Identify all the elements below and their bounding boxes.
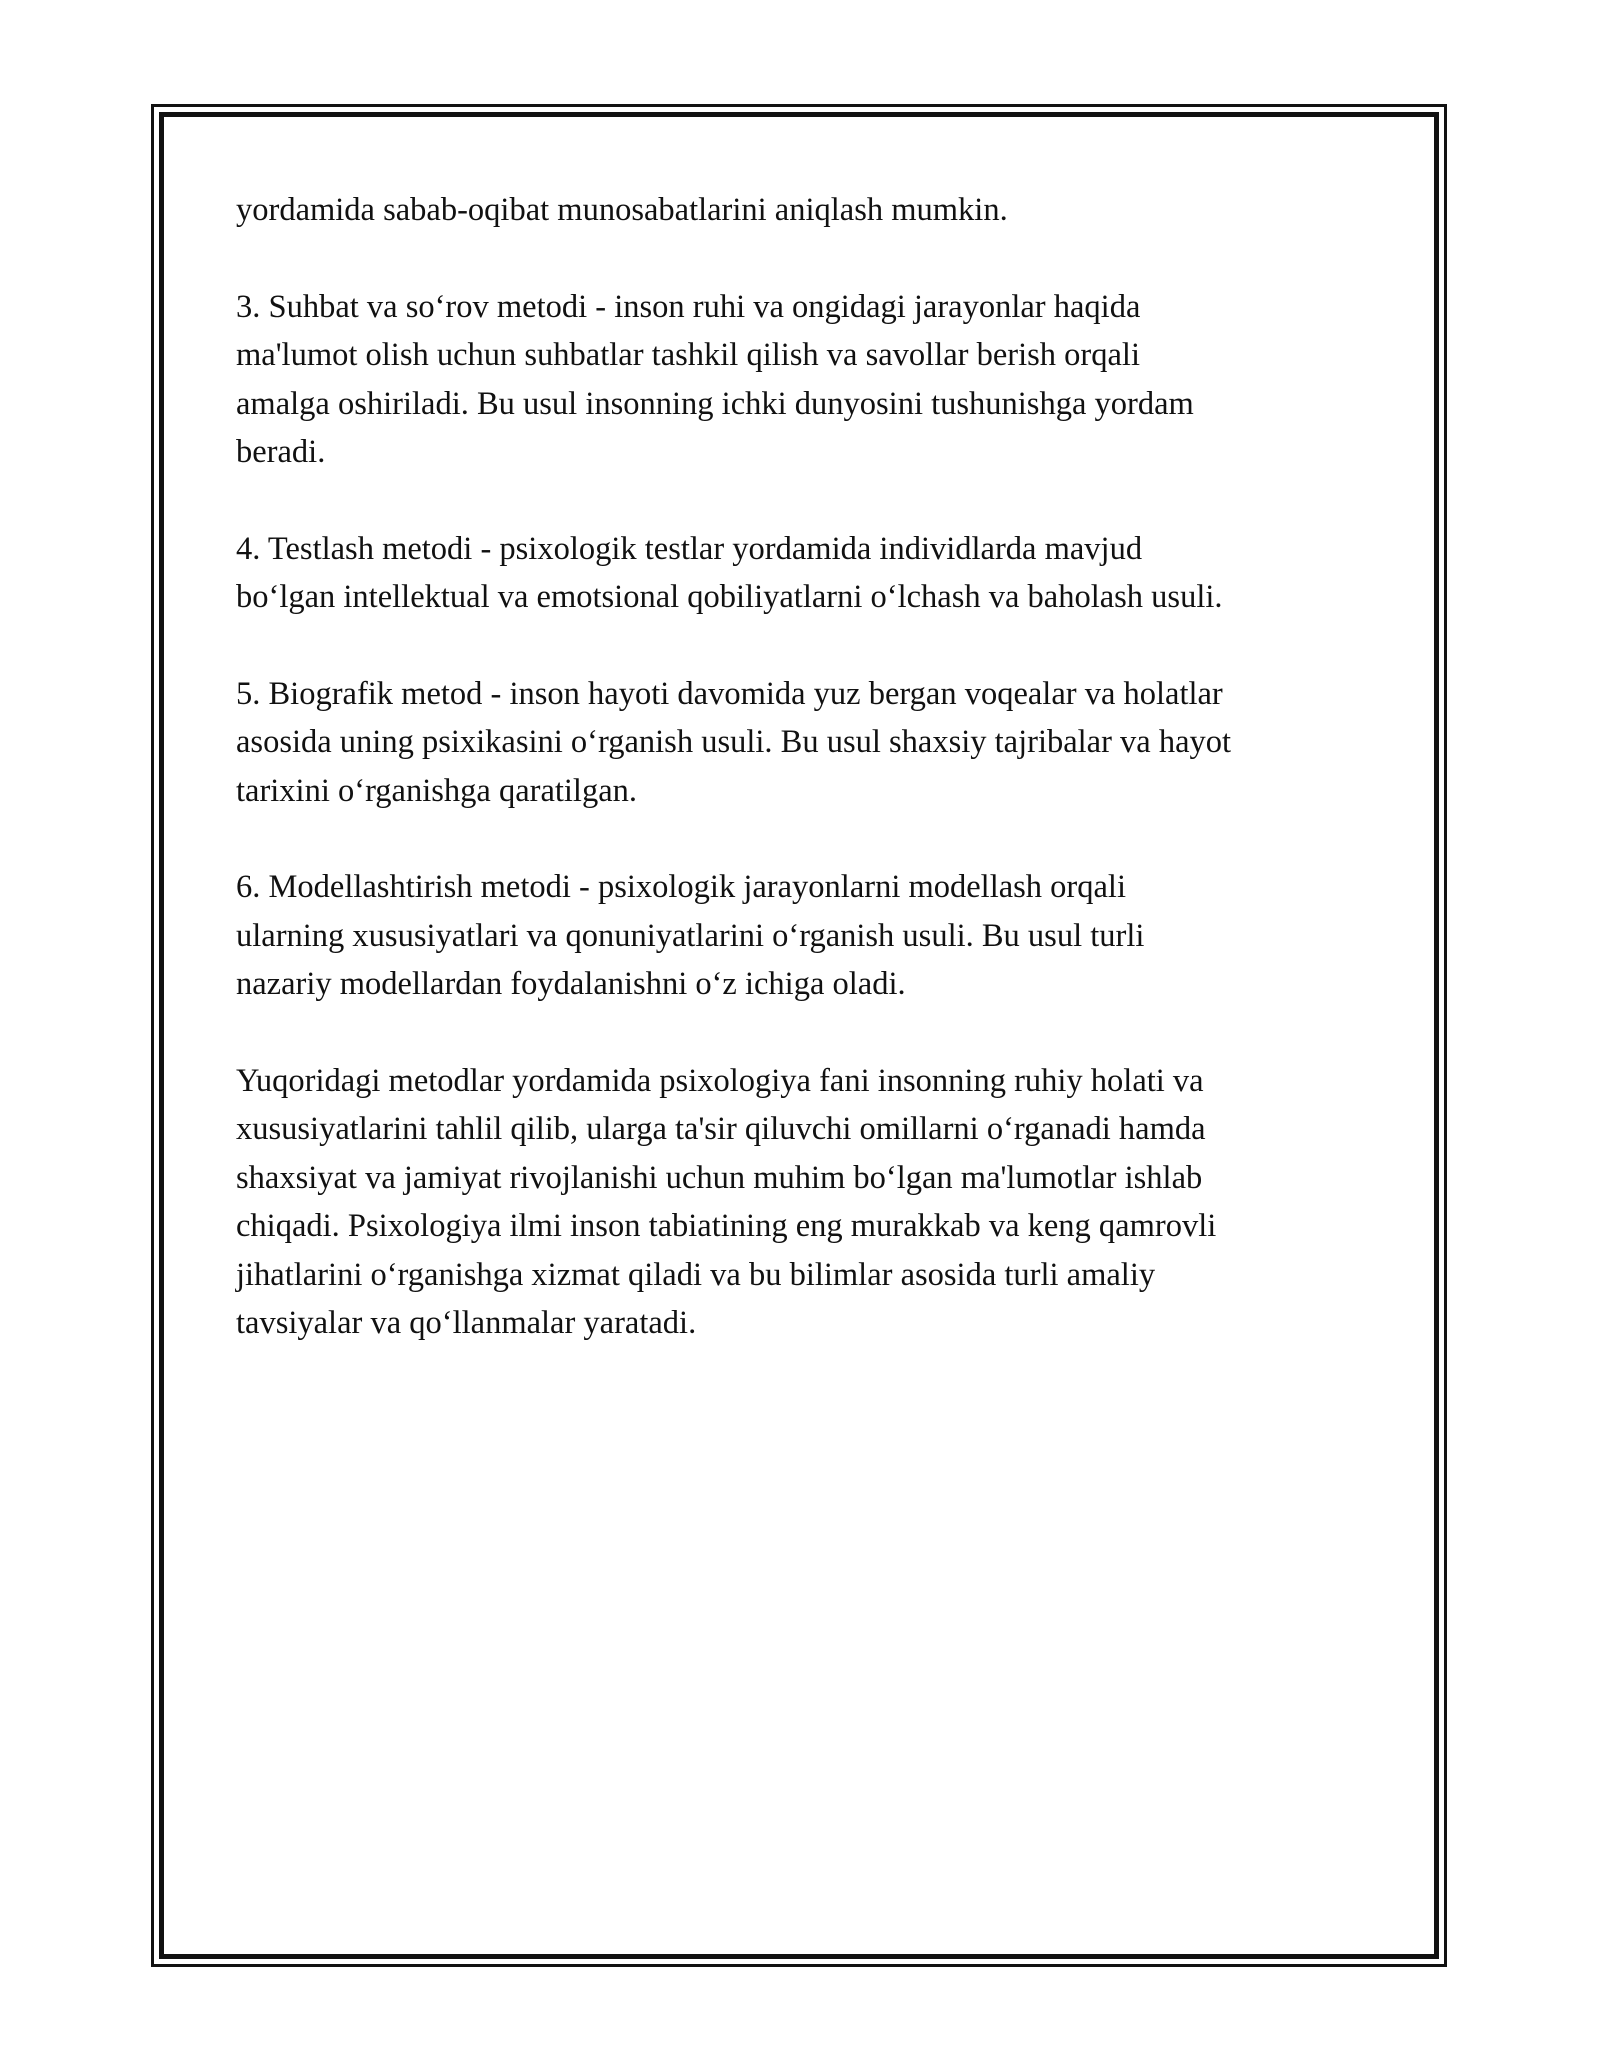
text-line: tarixini o‘rganishga qaratilgan. [236, 772, 638, 809]
text-line: ularning xususiyatlari va qonuniyatlarini o‘rganish usuli. Bu usul turli [236, 917, 1145, 954]
text-line: Yuqoridagi metodlar yordamida psixologiya fani insonning ruhiy holati va [236, 1062, 1204, 1099]
text-line: tavsiyalar va qo‘llanmalar yaratadi. [236, 1305, 697, 1341]
paragraph-method-5-biographical [236, 670, 1366, 816]
text-line: 6. Modellashtirish metodi - psixologik jarayonlarni modellash orqali [236, 869, 1126, 905]
page-content [236, 186, 1366, 1396]
text-line: 4. Testlash metodi - psixologik testlar yordamida individlarda mavjud [236, 530, 1143, 567]
text-line: xususiyatlarini tahlil qilib, ularga ta'sir qiluvchi omillarni o‘rganadi hamda [236, 1111, 1206, 1147]
text-line: 3. Suhbat va so‘rov metodi - inson ruhi va ongidagi jarayonlar haqida [236, 288, 1141, 325]
text-line: amalga oshiriladi. Bu usul insonning ichki dunyosini tushunishga yordam [236, 385, 1194, 422]
text-line: nazariy modellardan foydalanishni o‘z ichiga oladi. [236, 966, 906, 1002]
text-line: chiqadi. Psixologiya ilmi inson tabiatining eng murakkab va keng qamrovli [236, 1208, 1217, 1244]
text-line: 5. Biografik metod - inson hayoti davomida yuz bergan voqealar va holatlar [236, 675, 1223, 712]
text-line: jihatlarini o‘rganishga xizmat qiladi va bu bilimlar asosida turli amaliy [236, 1256, 1156, 1293]
text-line: bo‘lgan intellektual va emotsional qobiliyatlarni o‘lchash va baholash usuli. [236, 579, 1223, 615]
paragraph-method-4-testing [236, 525, 1366, 622]
text-line: shaxsiyat va jamiyat rivojlanishi uchun muhim bo‘lgan ma'lumotlar ishlab [236, 1159, 1203, 1196]
text-line: yordamida sabab-oqibat munosabatlarini aniqlash mumkin. [236, 192, 1008, 228]
paragraph-continuation [236, 186, 1366, 235]
paragraph-conclusion [236, 1057, 1366, 1348]
text-line: ma'lumot olish uchun suhbatlar tashkil qilish va savollar berish orqali [236, 337, 1140, 373]
text-line: asosida uning psixikasini o‘rganish usuli. Bu usul shaxsiy tajribalar va hayot [236, 724, 1232, 760]
paragraph-method-6-modelling [236, 863, 1366, 1009]
paragraph-method-3-interview [236, 283, 1366, 477]
text-line: beradi. [236, 434, 326, 470]
